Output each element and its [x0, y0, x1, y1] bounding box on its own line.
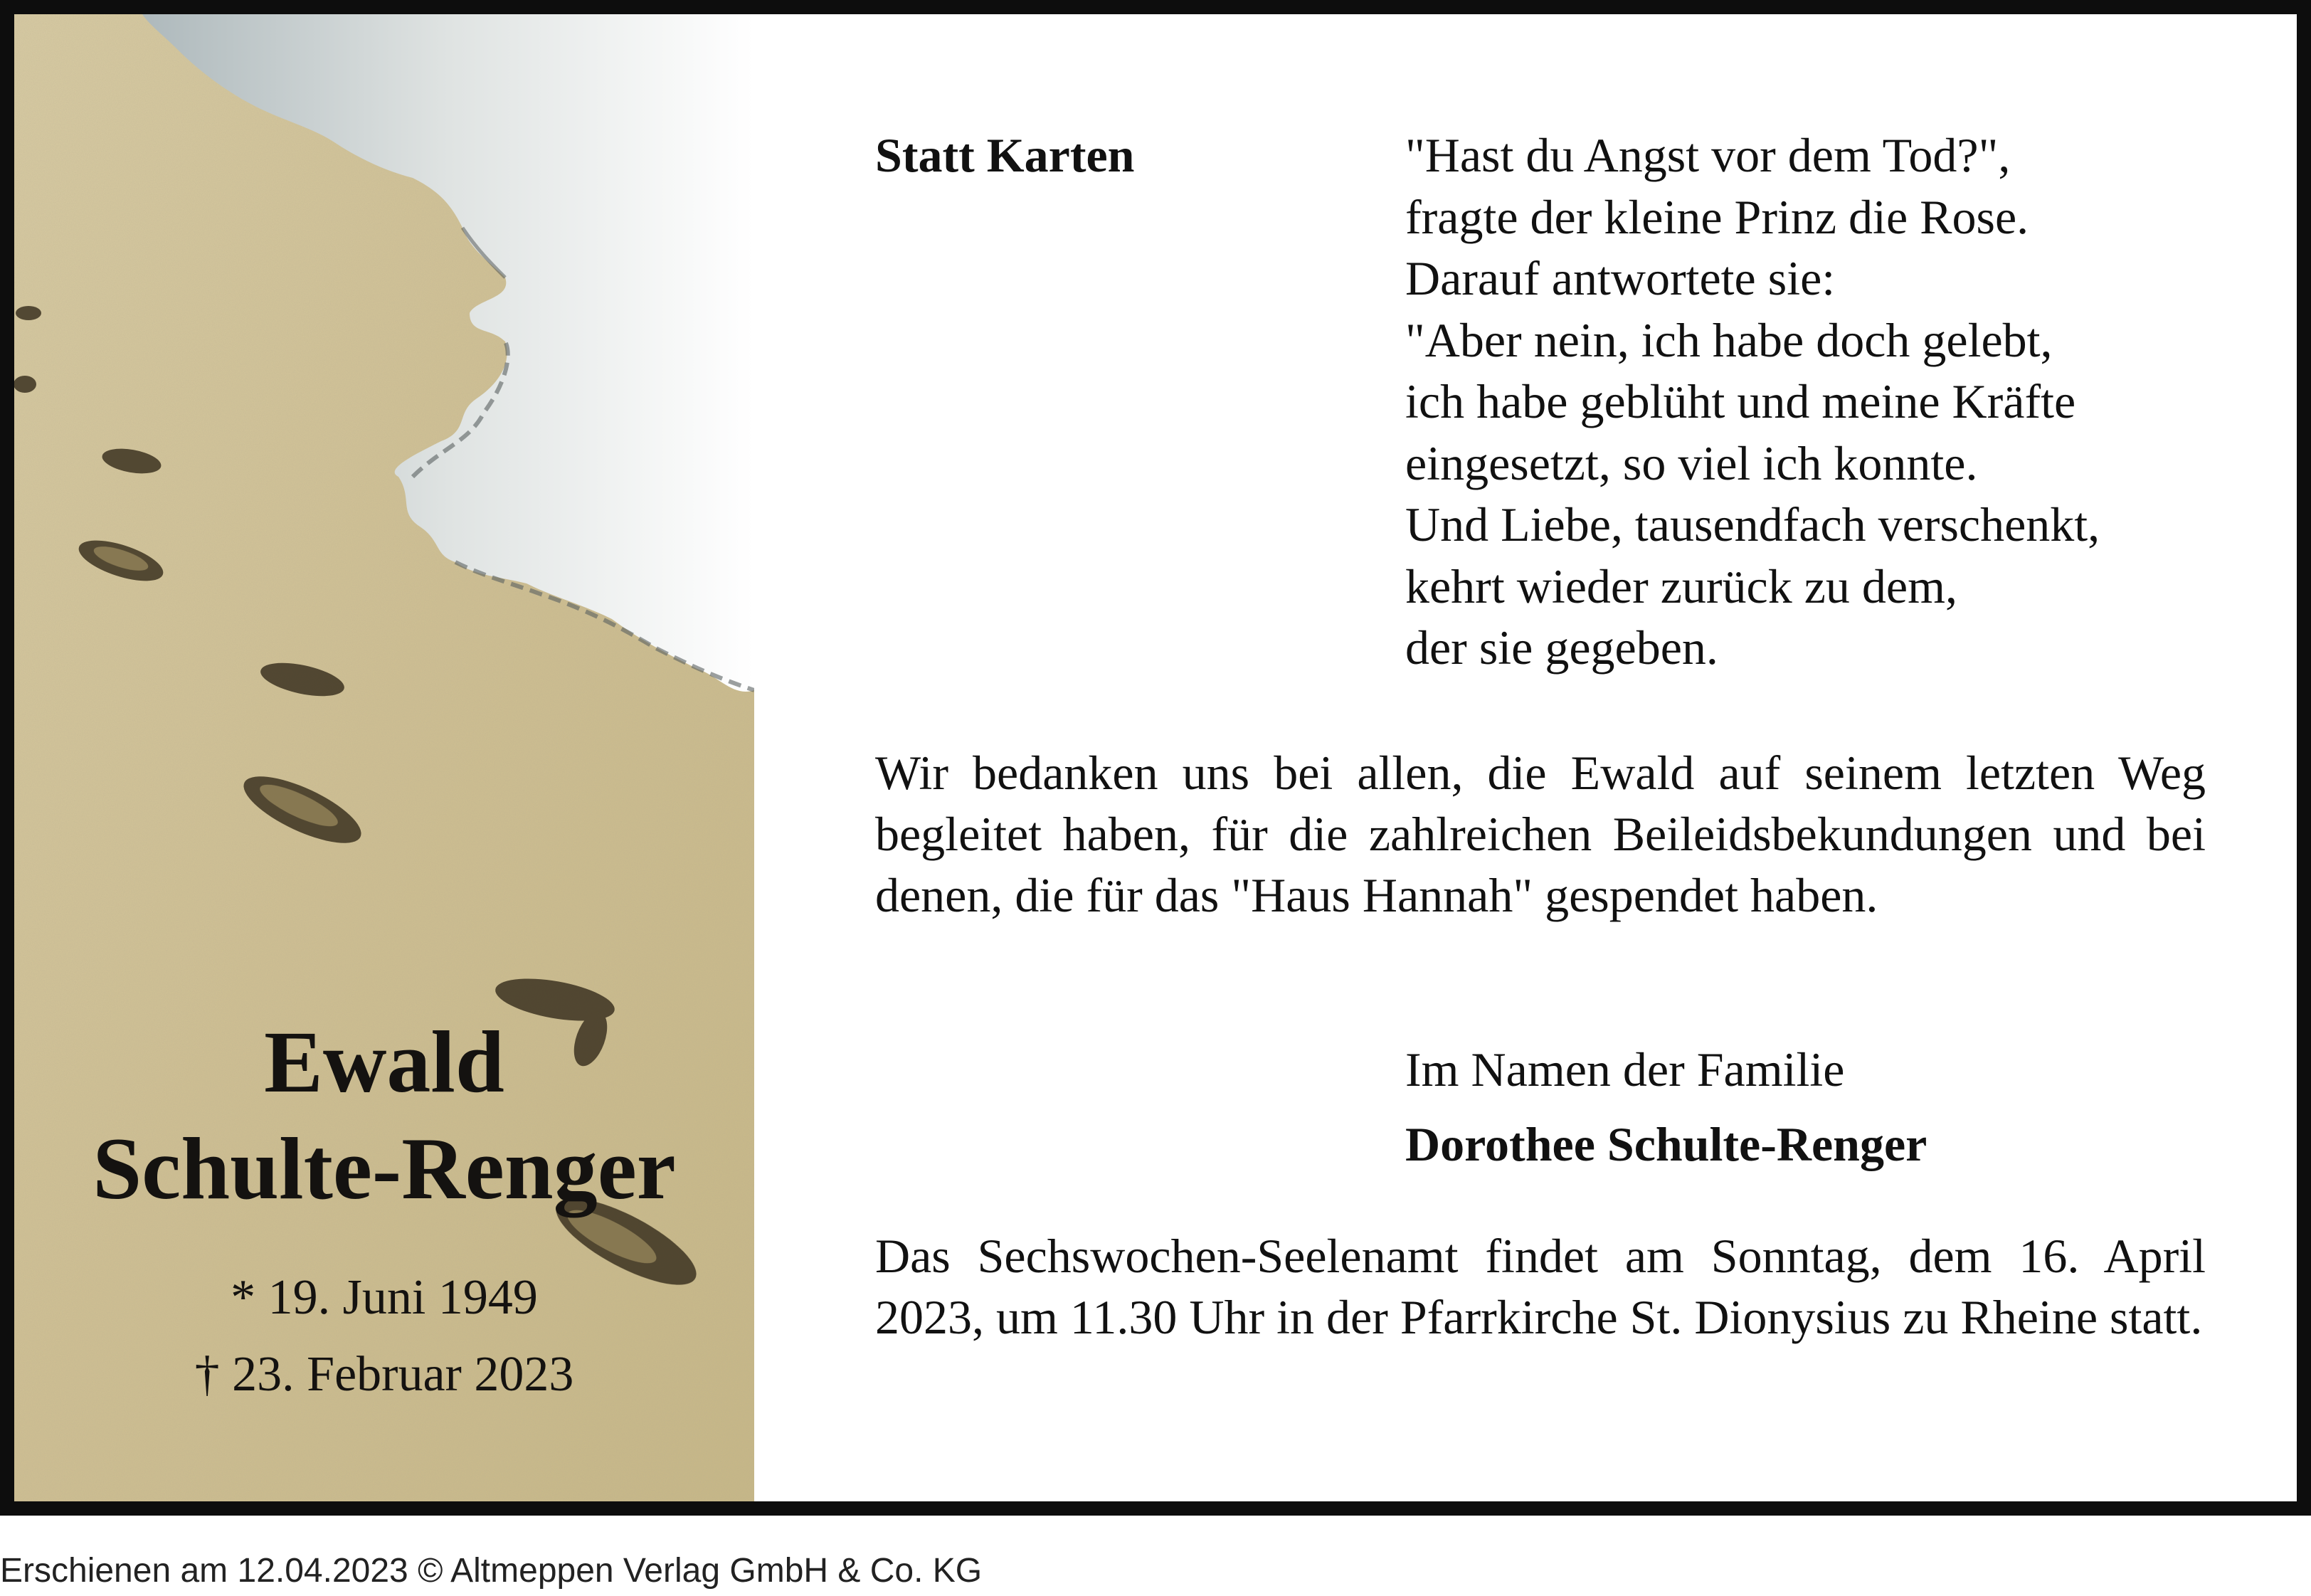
- poem-line: der sie gegeben.: [1405, 620, 1718, 675]
- poem-line: Und Liebe, tausendfach verschenkt,: [1405, 497, 2100, 551]
- family-line: Im Namen der Familie: [1405, 1042, 1845, 1096]
- mass-announcement: Das Sechswochen-Seelenamt findet am Sonntag, dem 16. April 2023, um 11.30 Uhr in der Pfarrkirche St. Dionysius zu Rheine statt.: [875, 1229, 2206, 1344]
- statt-karten-heading: Statt Karten: [875, 128, 1135, 182]
- poem-line: "Hast du Angst vor dem Tod?",: [1405, 128, 2011, 182]
- poem-line: ich habe geblüht und meine Kräfte: [1405, 374, 2076, 428]
- poem-line: Darauf antwortete sie:: [1405, 251, 1836, 305]
- first-name: Ewald: [264, 1013, 504, 1111]
- poem-line: eingesetzt, so viel ich konnte.: [1405, 435, 1978, 490]
- death-date: † 23. Februar 2023: [194, 1347, 574, 1402]
- poem-line: kehrt wieder zurück zu dem,: [1405, 559, 1957, 613]
- birth-date: * 19. Juni 1949: [231, 1270, 538, 1325]
- signature: Dorothee Schulte-Renger: [1405, 1117, 1927, 1171]
- deceased-name: [14, 1009, 754, 1222]
- poem: [1405, 125, 2100, 679]
- publication-footer: Erschienen am 12.04.2023 © Altmeppen Verlag GmbH & Co. KG: [0, 1552, 983, 1590]
- last-name: Schulte-Renger: [92, 1120, 676, 1217]
- thanks-paragraph: Wir bedanken uns bei allen, die Ewald auf seinem letzten Weg begleitet haben, für die zahlreichen Beileidsbekundungen und bei denen, die für das "Haus Hannah" gespendet haben.: [875, 746, 2206, 922]
- poem-line: "Aber nein, ich habe doch gelebt,: [1405, 312, 2053, 367]
- poem-line: fragte der kleine Prinz die Rose.: [1405, 189, 2029, 244]
- life-dates: [14, 1259, 754, 1413]
